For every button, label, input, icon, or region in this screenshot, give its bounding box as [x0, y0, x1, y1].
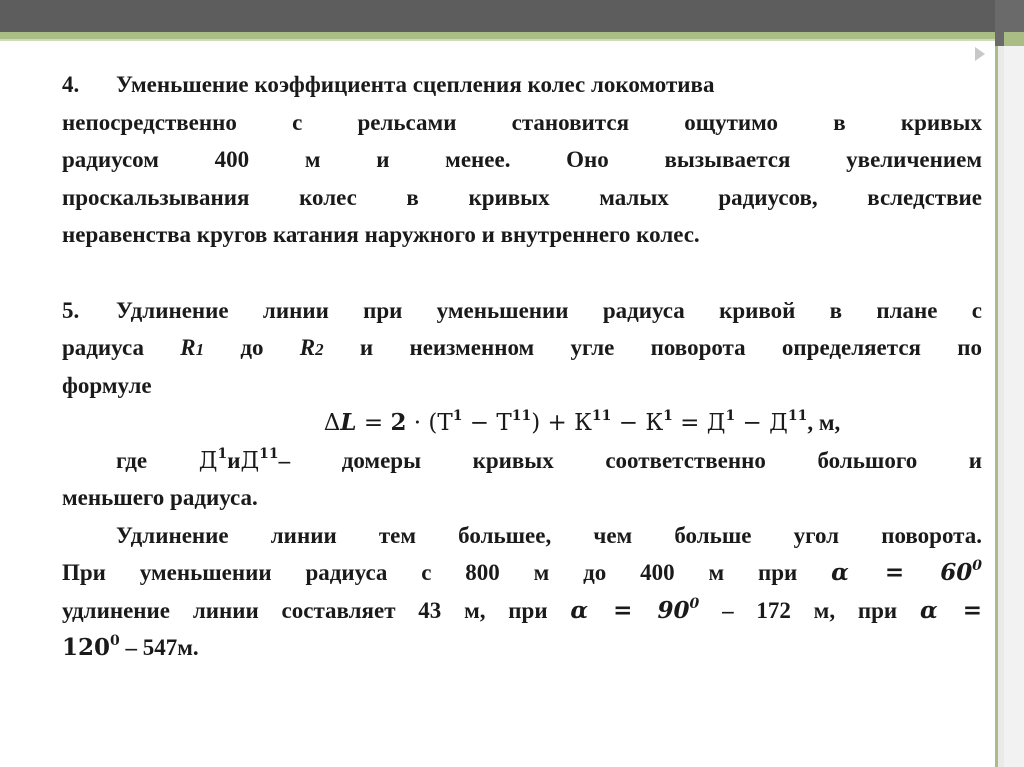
paragraph-4-body: непосредственно с рельсами становится ощутимо в кривых радиусом 400 м и менее. Оно вызывается увеличением проскальзывания колес в кривых малых радиусов, вследствие неравенства кругов катания наружного и внутреннего колес.: [62, 109, 982, 247]
slide-content: [62, 66, 982, 667]
paragraph-elongation: Удлинение линии тем большее, чем больше угол поворота.: [116, 522, 982, 548]
paragraph-elongation-line4: $120^0 - 547м$.: [62, 633, 199, 661]
item-number-5: 5.: [62, 297, 80, 323]
paragraph-5-line3: формуле: [62, 372, 152, 398]
top-accent-stripe: [0, 32, 995, 39]
paragraph-where-line2: меньшего радиуса.: [62, 485, 258, 510]
paragraph-5: 5. Удлинение линии при уменьшении радиуса кривой в плане с: [62, 292, 982, 330]
radius-r2: R2: [299, 335, 324, 360]
top-accent-stripe-light: [0, 39, 995, 41]
paragraph-where: где $Д^1иД^{11}-$ домеры кривых соответственно большого и: [116, 445, 982, 474]
formula: $\Delta L = 2 \cdot (Т^1 - Т^{11}) + К^{11} - К^1 = Д^1 - Д^{11}$, м,: [323, 408, 841, 436]
radius-r1: R1: [180, 335, 205, 360]
paragraph-elongation-line2: При уменьшении радиуса с 800 м до 400 м при $\alpha = 60^0$: [62, 558, 982, 586]
right-side-bar-outer: [1004, 0, 1024, 767]
top-decor-bar: [0, 0, 1024, 32]
corner-decor-green: [1004, 32, 1024, 46]
paragraph-elongation-line3: удлинение линии составляет 43 м, при $\alpha = 90^0 - 172$ м, при α =: [62, 595, 982, 624]
paragraph-4: 4. Уменьшение коэффициента сцепления колес локомотива: [62, 66, 982, 104]
item-number-4: 4.: [62, 72, 80, 97]
paragraph-5-line2: радиуса R1 до R2 и неизменном угле поворота определяется по: [62, 335, 982, 360]
slide-arrow-icon: [975, 47, 985, 61]
